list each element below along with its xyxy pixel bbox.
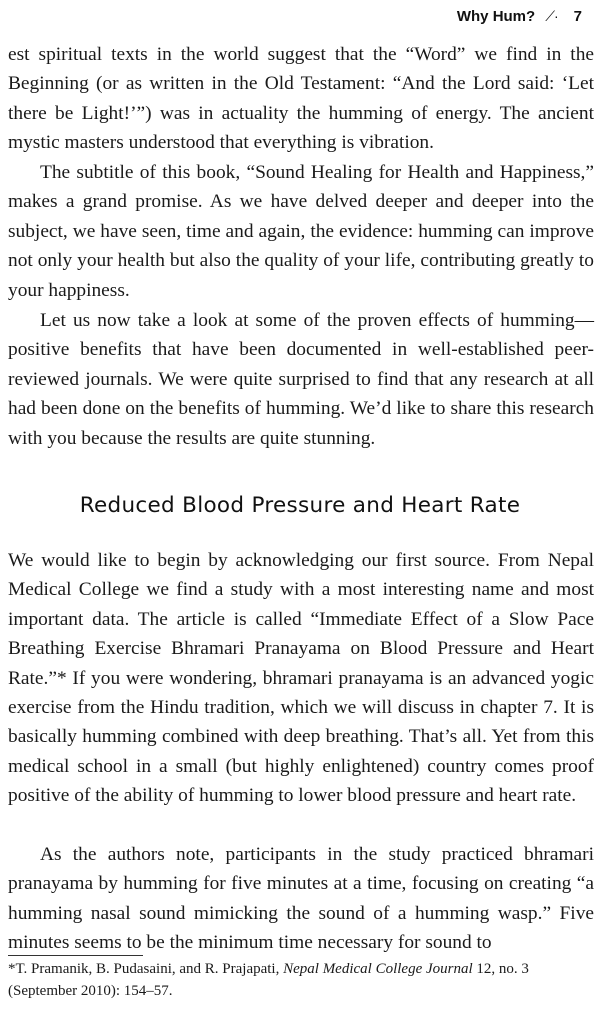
footnote-journal: Nepal Medical College Journal xyxy=(283,961,473,977)
paragraph-study-method: As the authors note, participants in the study practiced bhramari pranayama by humming for five minutes at a time, focusing on creating “a humming nasal sound mimicking the sound of a humming wasp.” Five minutes seems to be the minimum time necessary for sound to xyxy=(8,844,594,954)
paragraph-subtitle-promise: The subtitle of this book, “Sound Healing for Health and Happiness,” makes a grand promise. As we have delved deeper and deeper into the subject, we have seen, time and again, the evidence: humming can improve not only your health but also the quality of your life, contributing greatly to your happiness. xyxy=(8,162,594,301)
page-number: 7 xyxy=(573,7,582,25)
running-title: Why Hum? xyxy=(456,7,536,25)
footnote-divider xyxy=(8,955,143,956)
paragraph-proven-effects: Let us now take a look at some of the proven effects of humming—positive benefits that have been documented in well-established peer-reviewed journals. We were quite surprised to find that any research at all had been done on the benefits of humming. We’d like to share this research with you because the results are quite stunning. xyxy=(8,310,594,449)
footnote-citation: 12, no. 3 (September 2010): 154–57. xyxy=(8,961,529,999)
footnote xyxy=(8,958,588,1002)
paragraph-first-source: We would like to begin by acknowledging our first source. From Nepal Medical College we find a study with a most interesting name and most important data. The article is called “Immediate Effect of a Slow Pace Breathing Exercise Bhramari Pranayama on Blood Pressure and Heart Rate.”* If you were wondering, bhramari pranayama is an advanced yogic exercise from the Hindu tradition, which we will discuss in chapter 7. It is basically humming combined with deep breathing. That’s all. Yet from this medical school in a small (but highly enlightened) country comes proof positive of the ability of humming to lower blood pressure and heart rate. xyxy=(8,550,594,807)
ornament-icon: ⟋· xyxy=(545,7,558,24)
paragraph-continued: est spiritual texts in the world suggest that the “Word” we find in the Beginning (or as written in the Old Testament: “And the Lord said: ‘Let there be Light!’”) was in actuality the humming of energy. The ancient mystic masters understood that everything is vibration. xyxy=(8,44,594,154)
section-heading: Reduced Blood Pressure and Heart Rate xyxy=(79,493,521,518)
running-head xyxy=(457,4,582,28)
footnote-authors: *T. Pramanik, B. Pudasaini, and R. Prajapati, xyxy=(8,961,284,977)
